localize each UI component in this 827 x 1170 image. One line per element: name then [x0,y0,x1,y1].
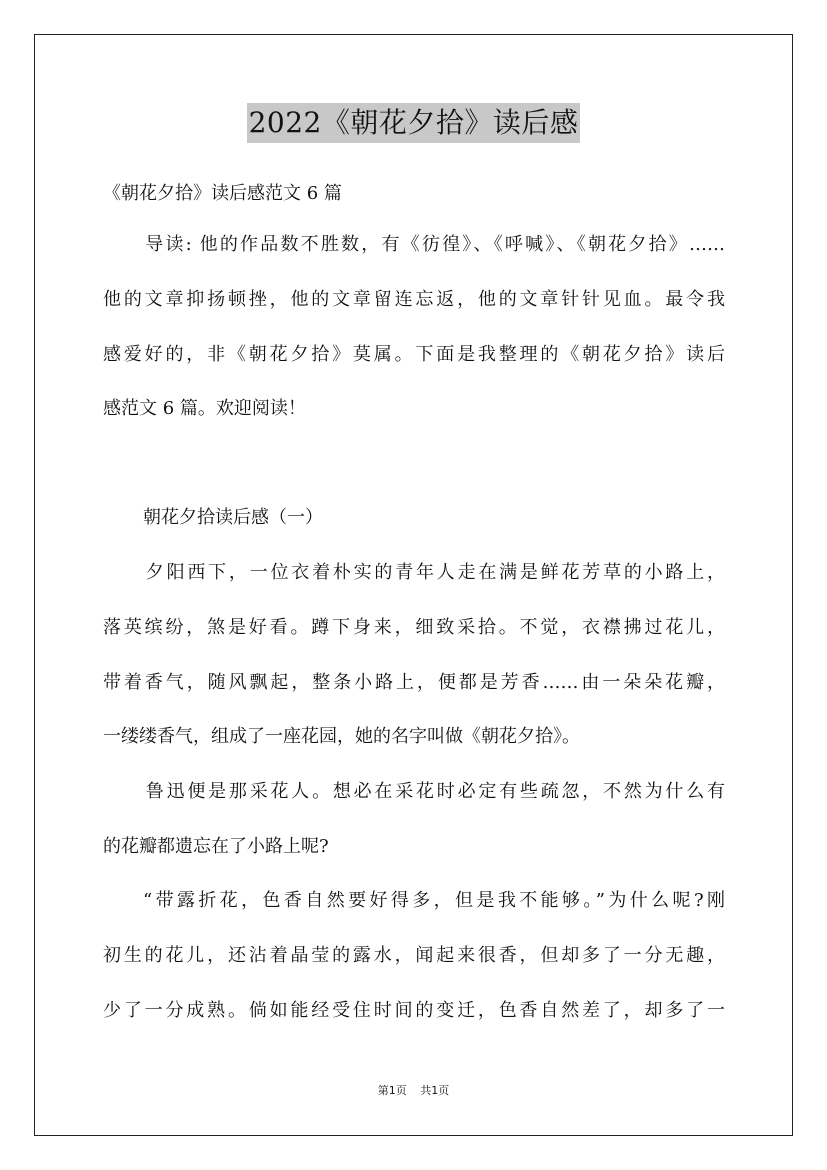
body-paragraph-3 [103,874,725,1038]
paragraph-line: 落英缤纷，煞是好看。蹲下身来，细致采拾。不觉，衣襟拂过花儿， [103,616,725,638]
title-container [0,103,827,143]
paragraph-line: 一缕缕香气，组成了一座花园，她的名字叫做《朝花夕拾》。 [103,726,580,748]
intro-line: 感爱好的，非《朝花夕拾》莫属。下面是我整理的《朝花夕拾》读后 [103,343,725,365]
paragraph-line: 夕阳西下，一位衣着朴实的青年人走在满是鲜花芳草的小路上， [143,562,725,583]
section-heading: 朝花夕拾读后感（一） [143,507,323,528]
paragraph-line: 带着香气，随风飘起，整条小路上，便都是芳香……由一朵朵花瓣， [103,671,725,693]
paragraph-line: 初生的花儿，还沾着晶莹的露水，闻起来很香，但却多了一分无趣， [103,944,725,966]
page-footer [0,1083,827,1099]
paragraph-line: “带露折花，色香自然要好得多，但是我不能够。”为什么呢?刚 [143,890,725,911]
page-total: 共1页 [420,1084,450,1097]
intro-line: 导读: 他的作品数不胜数，有《彷徨》、《呼喊》、《朝花夕拾》…… [143,234,725,255]
intro-line: 感范文 6 篇。欢迎阅读！ [103,398,306,420]
paragraph-line: 少了一分成熟。倘如能经受住时间的变迁，色香自然差了，却多了一 [103,999,725,1021]
page-number: 第1页 [377,1084,407,1097]
intro-paragraph [103,218,725,437]
document-title: 2022《朝花夕拾》读后感 [247,103,581,143]
body-paragraph-2 [103,765,725,875]
body-paragraph-1 [103,546,725,765]
paragraph-line: 鲁迅便是那采花人。想必在采花时必定有些疏忽，不然为什么有 [143,781,725,802]
paragraph-line: 的花瓣都遗忘在了小路上呢? [103,835,329,857]
document-subtitle: 《朝花夕拾》读后感范文 6 篇 [103,183,342,204]
intro-line: 他的文章抑扬顿挫，他的文章留连忘返，他的文章针针见血。最令我 [103,288,725,310]
